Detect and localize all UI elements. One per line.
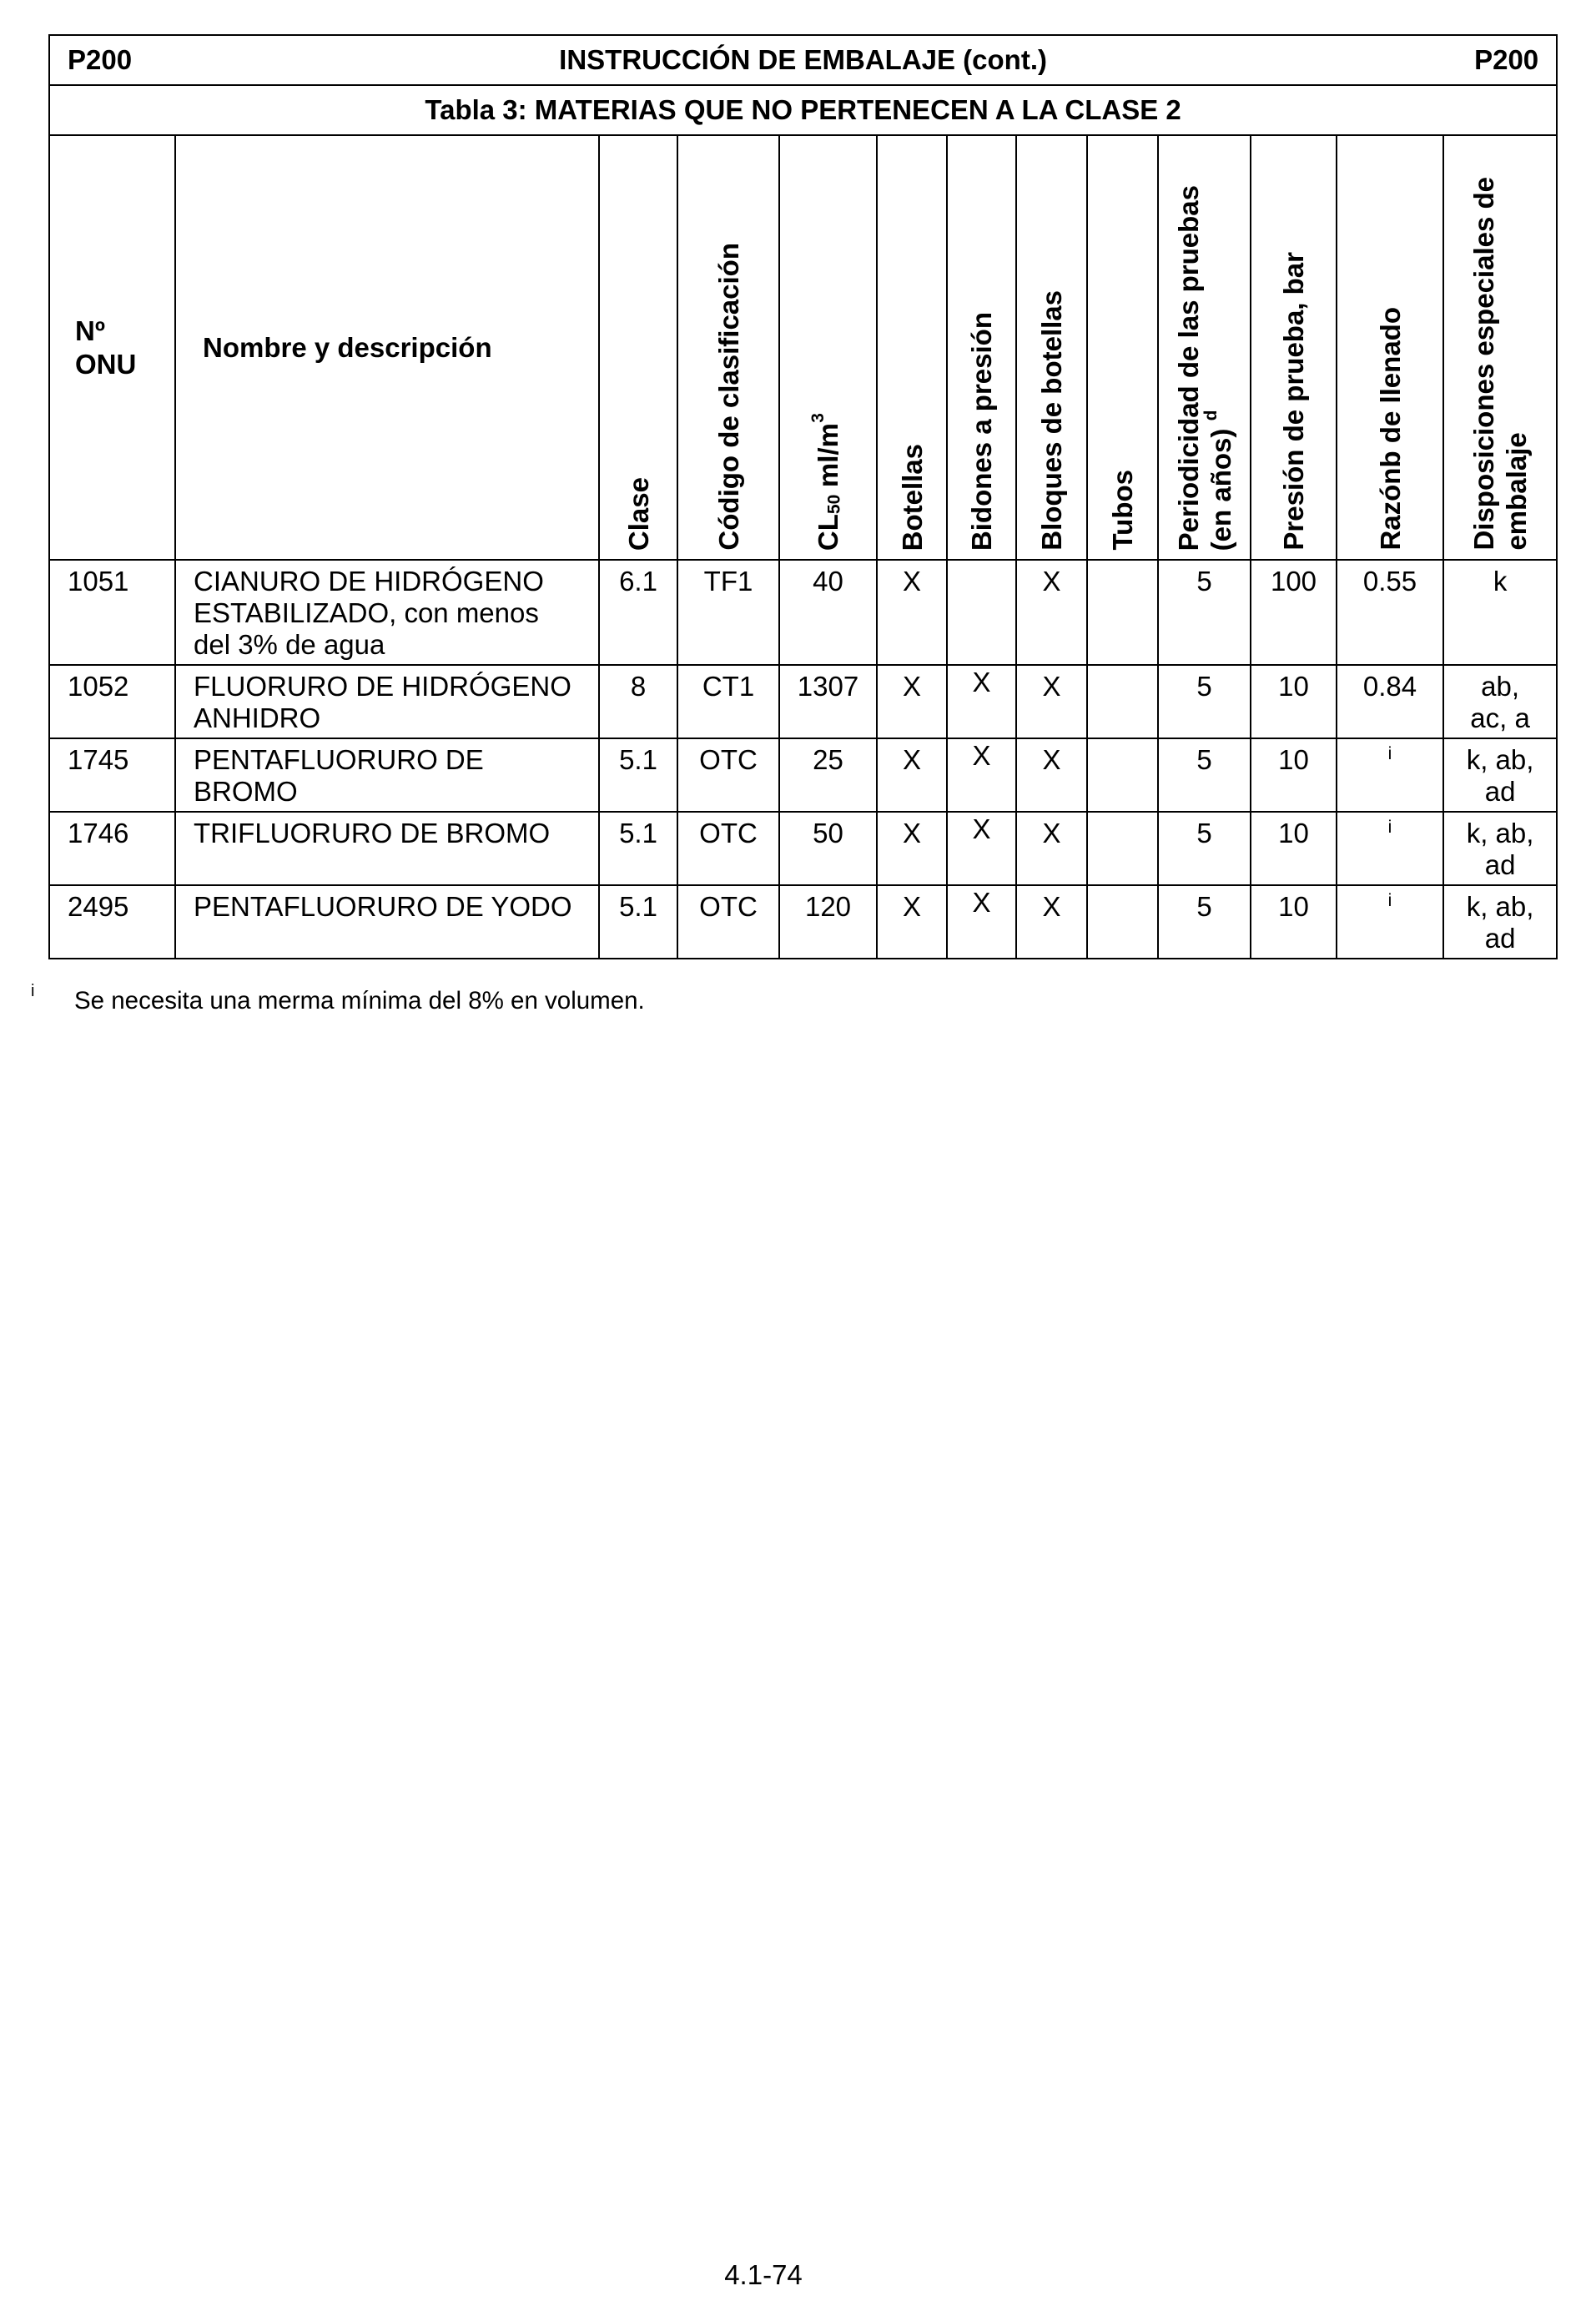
pressure-drums-cell: X <box>947 738 1016 812</box>
col-lc50-base: CL <box>813 514 843 551</box>
filling-ratio-cell <box>1337 738 1443 812</box>
col-class-text: Clase <box>622 476 654 551</box>
substance-name-line: FLUORURO DE HIDRÓGENO <box>194 671 571 702</box>
classification-code-cell: OTC <box>677 812 779 885</box>
cylinders-cell: X <box>877 560 947 665</box>
substance-name-line: ANHIDRO <box>194 702 321 733</box>
col-test-period-line2: (en años) <box>1205 428 1236 551</box>
un-number-cell: 2495 <box>49 885 175 959</box>
col-test-pressure <box>1251 135 1337 560</box>
bundles-cell: X <box>1016 560 1087 665</box>
tubes-cell <box>1087 738 1158 812</box>
special-provisions-cell <box>1443 812 1557 885</box>
col-bundles-text: Bloques de botellas <box>1036 290 1067 551</box>
tubes-cell <box>1087 665 1158 738</box>
col-lc50 <box>779 135 877 560</box>
class-cell: 5.1 <box>599 885 677 959</box>
un-number-cell: 1052 <box>49 665 175 738</box>
pressure-drums-cell <box>947 560 1016 665</box>
substance-name-cell <box>175 885 599 959</box>
instruction-banner <box>49 35 1557 85</box>
col-lc50-sup: 3 <box>808 412 828 423</box>
col-cylinders-text: Botellas <box>896 443 928 551</box>
lc50-cell: 50 <box>779 812 877 885</box>
special-provisions-line: ab, <box>1481 671 1520 702</box>
col-test-pressure-label <box>1277 252 1310 551</box>
col-test-period-label <box>1172 185 1237 551</box>
cylinders-cell: X <box>877 665 947 738</box>
special-provisions-line: k, ab, <box>1466 891 1534 922</box>
substance-name-line: CIANURO DE HIDRÓGENO <box>194 566 544 597</box>
lc50-cell: 25 <box>779 738 877 812</box>
lc50-cell: 1307 <box>779 665 877 738</box>
col-test-period <box>1158 135 1251 560</box>
test-pressure-cell: 10 <box>1251 665 1337 738</box>
substance-name-line: PENTAFLUORURO DE <box>194 744 484 775</box>
lc50-cell: 40 <box>779 560 877 665</box>
pressure-drums-cell: X <box>947 885 1016 959</box>
col-un-number-line: ONU <box>75 348 137 380</box>
bundles-cell: X <box>1016 738 1087 812</box>
test-pressure-cell: 10 <box>1251 812 1337 885</box>
test-period-cell: 5 <box>1158 560 1251 665</box>
col-class <box>599 135 677 560</box>
col-filling-ratio <box>1337 135 1443 560</box>
col-special-provisions-line: Disposiciones especiales de <box>1468 177 1500 551</box>
col-name: Nombre y descripción <box>175 135 599 560</box>
pressure-drums-cell: X <box>947 665 1016 738</box>
substance-name-line: PENTAFLUORURO DE YODO <box>194 891 572 922</box>
col-bundles <box>1016 135 1087 560</box>
substance-name-line: BROMO <box>194 776 298 807</box>
filling-ratio-cell <box>1337 665 1443 738</box>
col-classification-code <box>677 135 779 560</box>
class-cell: 5.1 <box>599 738 677 812</box>
col-tubes <box>1087 135 1158 560</box>
special-provisions-cell <box>1443 738 1557 812</box>
bundles-cell: X <box>1016 812 1087 885</box>
substance-name-cell <box>175 738 599 812</box>
substance-name-line: ESTABILIZADO, con menos <box>194 597 539 628</box>
column-header-row <box>49 135 1557 560</box>
col-classification-code-text: Código de clasificación <box>712 243 744 551</box>
special-provisions-line: ad <box>1484 923 1516 954</box>
cylinders-cell: X <box>877 885 947 959</box>
col-un-number-line: Nº <box>75 315 105 346</box>
special-provisions-line: ac, a <box>1470 702 1530 733</box>
classification-code-cell: OTC <box>677 885 779 959</box>
un-number-cell: 1051 <box>49 560 175 665</box>
special-provisions-line: ad <box>1484 849 1516 880</box>
col-class-label <box>622 477 655 551</box>
footnote-text: Se necesita una merma mínima del 8% en volumen. <box>74 987 645 1015</box>
tubes-cell <box>1087 812 1158 885</box>
instruction-title: INSTRUCCIÓN DE EMBALAJE (cont.) <box>559 44 1047 75</box>
lc50-cell: 120 <box>779 885 877 959</box>
filling-ratio-value: 0.55 <box>1362 566 1417 597</box>
col-cylinders-label <box>896 444 929 551</box>
test-period-cell: 5 <box>1158 738 1251 812</box>
filling-ratio-cell <box>1337 812 1443 885</box>
special-provisions-cell <box>1443 665 1557 738</box>
test-pressure-cell: 10 <box>1251 738 1337 812</box>
substance-name-cell <box>175 665 599 738</box>
instruction-code-right: P200 <box>1474 44 1539 75</box>
special-provisions-cell <box>1443 560 1557 665</box>
col-pressure-drums-text: Bidones a presión <box>966 311 997 551</box>
filling-ratio-note: i <box>1387 891 1392 910</box>
footnote <box>0 982 1596 1020</box>
filling-ratio-cell <box>1337 885 1443 959</box>
col-special-provisions-line: embalaje <box>1501 432 1533 551</box>
test-period-cell: 5 <box>1158 885 1251 959</box>
packing-instruction-table <box>48 34 1558 959</box>
col-special-provisions-label <box>1468 177 1533 551</box>
test-pressure-cell: 10 <box>1251 885 1337 959</box>
class-cell: 8 <box>599 665 677 738</box>
bundles-cell: X <box>1016 885 1087 959</box>
classification-code-cell: OTC <box>677 738 779 812</box>
class-cell: 5.1 <box>599 812 677 885</box>
col-filling-ratio-label <box>1374 307 1407 551</box>
col-test-pressure-text: Presión de prueba, bar <box>1278 252 1309 551</box>
cylinders-cell: X <box>877 812 947 885</box>
bundles-cell: X <box>1016 665 1087 738</box>
special-provisions-line: k, ab, <box>1466 818 1534 848</box>
col-un-number <box>49 135 175 560</box>
footnote-mark: i <box>31 982 35 1000</box>
filling-ratio-value: 0.84 <box>1362 671 1417 702</box>
substance-name-line: del 3% de agua <box>194 629 385 660</box>
col-tubes-text: Tubos <box>1107 470 1138 551</box>
class-cell: 6.1 <box>599 560 677 665</box>
col-lc50-sub: 50 <box>824 494 844 514</box>
col-classification-code-label <box>712 243 745 551</box>
col-lc50-unit: ml/m <box>813 422 843 487</box>
substance-name-cell <box>175 560 599 665</box>
col-cylinders <box>877 135 947 560</box>
table-row <box>49 738 1557 812</box>
test-pressure-cell: 100 <box>1251 560 1337 665</box>
test-period-cell: 5 <box>1158 812 1251 885</box>
substance-name-cell <box>175 812 599 885</box>
col-test-period-sup: d <box>1201 410 1221 421</box>
un-number-cell: 1745 <box>49 738 175 812</box>
col-lc50-label <box>808 412 844 551</box>
col-pressure-drums <box>947 135 1016 560</box>
substance-name-line: TRIFLUORURO DE BROMO <box>194 818 551 848</box>
col-bundles-label <box>1035 290 1068 551</box>
test-period-cell: 5 <box>1158 665 1251 738</box>
col-filling-ratio-text: Razónb de llenado <box>1374 307 1406 551</box>
col-test-period-line1: Periodicidad de las pruebas <box>1172 184 1204 551</box>
cylinders-cell: X <box>877 738 947 812</box>
filling-ratio-note: i <box>1387 818 1392 837</box>
classification-code-cell: CT1 <box>677 665 779 738</box>
table-row <box>49 665 1557 738</box>
instruction-code-left: P200 <box>68 44 133 75</box>
table-row <box>49 885 1557 959</box>
special-provisions-line: k <box>1493 566 1508 597</box>
classification-code-cell: TF1 <box>677 560 779 665</box>
page-number: 4.1-74 <box>724 2259 803 2290</box>
col-tubes-label <box>1106 470 1139 551</box>
col-special-provisions <box>1443 135 1557 560</box>
col-pressure-drums-label <box>965 312 998 551</box>
filling-ratio-note: i <box>1387 744 1392 763</box>
table-title: Tabla 3: MATERIAS QUE NO PERTENECEN A LA CLASE 2 <box>49 85 1557 135</box>
table-title-row <box>49 85 1557 135</box>
table-row <box>49 812 1557 885</box>
table-row <box>49 560 1557 665</box>
tubes-cell <box>1087 885 1158 959</box>
instruction-banner-row <box>49 35 1557 85</box>
special-provisions-line: ad <box>1484 776 1516 807</box>
tubes-cell <box>1087 560 1158 665</box>
special-provisions-cell <box>1443 885 1557 959</box>
special-provisions-line: k, ab, <box>1466 744 1534 775</box>
un-number-cell: 1746 <box>49 812 175 885</box>
pressure-drums-cell: X <box>947 812 1016 885</box>
filling-ratio-cell <box>1337 560 1443 665</box>
